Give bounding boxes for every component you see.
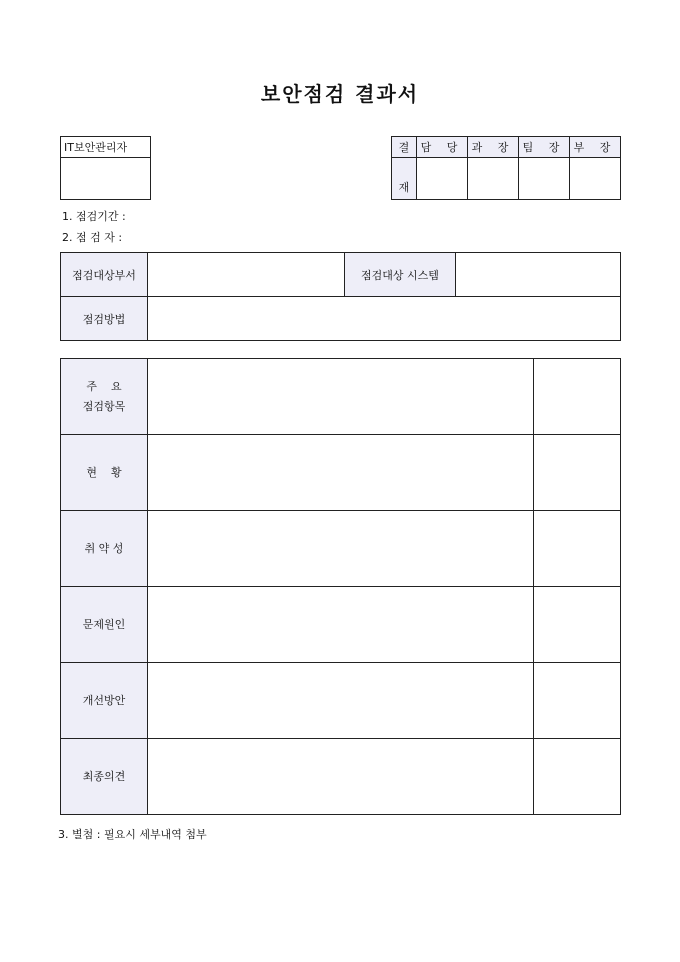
row-content[interactable] (148, 511, 534, 587)
row-label-line1: 문제원인 (82, 617, 126, 631)
table-row (61, 435, 621, 511)
approval-role-section-chief: 과 장 (468, 137, 519, 158)
attachment-note: 3. 별첨 : 필요시 세부내역 첨부 (58, 828, 207, 841)
approval-sign-team-leader[interactable] (519, 158, 570, 200)
target-system-label: 점검대상 시스템 (345, 253, 456, 297)
row-label (61, 663, 148, 739)
row-label-line1: 취 약 성 (84, 541, 124, 555)
table-row (61, 587, 621, 663)
it-admin-box (60, 136, 151, 200)
row-content[interactable] (148, 587, 534, 663)
it-admin-label: IT보안관리자 (61, 137, 151, 158)
inspection-period-line: 1. 점검기간 : (62, 210, 126, 223)
method-value[interactable] (148, 297, 621, 341)
row-side[interactable] (534, 511, 621, 587)
approval-role-team-leader: 팀 장 (519, 137, 570, 158)
approval-sign-staff[interactable] (417, 158, 468, 200)
approval-role-director: 부 장 (570, 137, 621, 158)
row-label-line1: 개선방안 (82, 693, 126, 707)
row-label-line1: 현 황 (86, 465, 122, 479)
row-label (61, 511, 148, 587)
approval-role-staff: 담 당 (417, 137, 468, 158)
row-side[interactable] (534, 663, 621, 739)
row-label (61, 587, 148, 663)
row-label (61, 435, 148, 511)
row-side[interactable] (534, 587, 621, 663)
approval-sign-section-chief[interactable] (468, 158, 519, 200)
row-label-line1: 최종의견 (82, 769, 126, 783)
approval-grid (391, 136, 621, 200)
results-table (60, 358, 621, 815)
table-row (61, 739, 621, 815)
info-table (60, 252, 621, 341)
target-system-value[interactable] (456, 253, 621, 297)
row-content[interactable] (148, 435, 534, 511)
page-title: 보안점검 결과서 (260, 82, 420, 106)
row-content[interactable] (148, 359, 534, 435)
row-content[interactable] (148, 663, 534, 739)
table-row (61, 359, 621, 435)
table-row (61, 663, 621, 739)
inspector-line: 2. 점 검 자 : (62, 231, 123, 244)
target-dept-label: 점검대상부서 (61, 253, 148, 297)
row-content[interactable] (148, 739, 534, 815)
approval-side-top: 결 (392, 137, 417, 158)
row-label-line2: 점검항목 (82, 399, 126, 413)
row-side[interactable] (534, 435, 621, 511)
row-side[interactable] (534, 359, 621, 435)
target-dept-value[interactable] (148, 253, 345, 297)
approval-side-bottom: 재 (392, 158, 417, 200)
approval-sign-director[interactable] (570, 158, 621, 200)
row-label-line1: 주 요 (86, 379, 122, 393)
method-label: 점검방법 (61, 297, 148, 341)
row-side[interactable] (534, 739, 621, 815)
row-label (61, 739, 148, 815)
table-row (61, 511, 621, 587)
row-label (61, 359, 148, 435)
it-admin-sign-cell[interactable] (61, 158, 151, 200)
